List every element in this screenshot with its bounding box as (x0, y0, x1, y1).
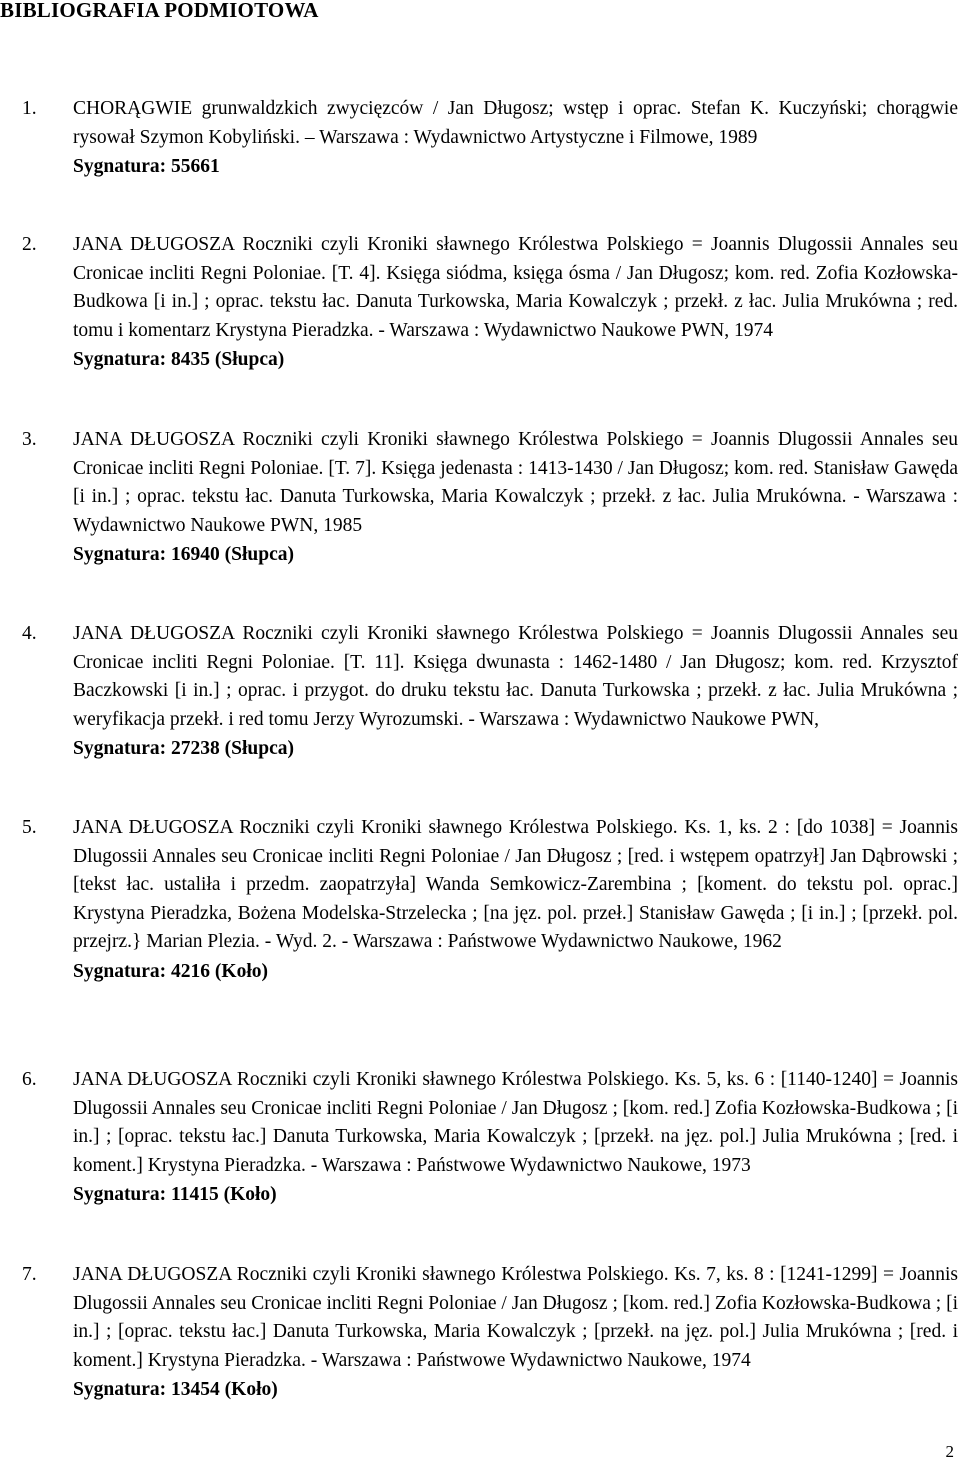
entry-description: JANA DŁUGOSZA Roczniki czyli Kroniki sławnego Królestwa Polskiego. Ks. 5, ks. 6 : [1140-1240] = Joannis Dlugossii Annales seu Cronicae incliti Regni Poloniae / Jan Długosz ; [kom. red.] Zofia Kozłowska-Budkowa ; [i in.] ; [oprac. tekstu łac.] Danuta Turkowska, Maria Kowalczyk ; [przekł. na jęz. pol.] Julia Mrukówna ; [red. i koment.] Krystyna Pieradzka. - Warszawa : Państwowe Wydawnictwo Naukowe, 1973 (73, 1069, 958, 1176)
entry-number: 3. (22, 429, 37, 450)
bibliography-entry-3 (22, 426, 958, 570)
entry-signature: Sygnatura: 4216 (Koło) (73, 960, 268, 982)
bibliography-entry-6 (22, 1066, 958, 1210)
entry-number: 2. (22, 234, 37, 255)
entry-number: 6. (22, 1069, 37, 1090)
entry-signature: Sygnatura: 8435 (Słupca) (73, 349, 285, 371)
entry-number: 5. (22, 817, 37, 838)
entry-signature: Sygnatura: 27238 (Słupca) (73, 738, 295, 760)
entry-description: CHORĄGWIE grunwaldzkich zwycięzców / Jan Długosz; wstęp i oprac. Stefan K. Kuczyński; chorągwie rysował Szymon Kobyliński. – Warszawa : Wydawnictwo Artystyczne i Filmowe, 1989 (73, 98, 958, 148)
entry-signature: Sygnatura: 11415 (Koło) (73, 1184, 277, 1206)
bibliography-entry-4 (22, 620, 958, 764)
entry-description: JANA DŁUGOSZA Roczniki czyli Kroniki sławnego Królestwa Polskiego. Ks. 7, ks. 8 : [1241-1299] = Joannis Dlugossii Annales seu Cronicae incliti Regni Poloniae / Jan Długosz ; [kom. red.] Zofia Kozłowska-Budkowa ; [i in.] ; [oprac. tekstu łac.] Danuta Turkowska, Maria Kowalczyk ; [przekł. na jęz. pol.] Julia Mrukówna ; [red. i koment.] Krystyna Pieradzka. - Warszawa : Państwowe Wydawnictwo Naukowe, 1974 (73, 1264, 958, 1371)
entry-description: JANA DŁUGOSZA Roczniki czyli Kroniki sławnego Królestwa Polskiego = Joannis Dlugossii Annales seu Cronicae incliti Regni Poloniae. [T. 11]. Księga dwunasta : 1462-1480 / Jan Długosz; kom. red. Krzysztof Baczkowski [i in.] ; oprac. i przygot. do druku tekstu łac. Danuta Turkowska ; przekł. z łac. Julia Mrukówna ; weryfikacja przekł. i red tomu Jerzy Wyrozumski. - Warszawa : Wydawnictwo Naukowe PWN, (73, 623, 958, 730)
bibliography-entry-7 (22, 1261, 958, 1405)
entry-signature: Sygnatura: 16940 (Słupca) (73, 544, 295, 566)
entry-signature: Sygnatura: 13454 (Koło) (73, 1379, 278, 1401)
entry-description: JANA DŁUGOSZA Roczniki czyli Kroniki sławnego Królestwa Polskiego = Joannis Dlugossii Annales seu Cronicae incliti Regni Poloniae. [T. 4]. Księga siódma, księga ósma / Jan Długosz; kom. red. Zofia Kozłowska-Budkowa [i in.] ; oprac. tekstu łac. Danuta Turkowska, Maria Kowalczyk ; przekł. z łac. Julia Mrukówna ; red. tomu i komentarz Krystyna Pieradzka. - Warszawa : Wydawnictwo Naukowe PWN, 1974 (73, 234, 958, 341)
entry-number: 1. (22, 98, 37, 119)
page-number: 2 (945, 1442, 954, 1461)
bibliography-entry-1 (22, 95, 958, 182)
bibliography-entry-2 (22, 231, 958, 375)
page-title: BIBLIOGRAFIA PODMIOTOWA (0, 0, 319, 22)
entry-signature: Sygnatura: 55661 (73, 156, 220, 178)
entry-description: JANA DŁUGOSZA Roczniki czyli Kroniki sławnego Królestwa Polskiego = Joannis Dlugossii Annales seu Cronicae incliti Regni Poloniae. [T. 7]. Księga jedenasta : 1413-1430 / Jan Długosz; kom. red. Stanisław Gawęda [i in.] ; oprac. tekstu łac. Danuta Turkowska, Maria Kowalczyk ; przekł. z łac. Julia Mrukówna. - Warszawa : Wydawnictwo Naukowe PWN, 1985 (73, 429, 958, 536)
entry-number: 4. (22, 623, 37, 644)
bibliography-entry-5 (22, 814, 958, 987)
entry-number: 7. (22, 1264, 37, 1285)
entry-description: JANA DŁUGOSZA Roczniki czyli Kroniki sławnego Królestwa Polskiego. Ks. 1, ks. 2 : [do 1038] = Joannis Dlugossii Annales seu Cronicae incliti Regni Poloniae / Jan Długosz ; [red. i wstępem opatrzył] Jan Dąbrowski ; [tekst łac. ustaliła i przedm. zaopatrzyła] Wanda Semkowicz-Zarembina ; [koment. do tekstu pol. oprac.] Krystyna Pieradzka, Bożena Modelska-Strzelecka ; [na jęz. pol. przeł.] Stanisław Gawęda ; [i in.] ; [przekł. pol. przejrz.} Marian Plezia. - Wyd. 2. - Warszawa : Państwowe Wydawnictwo Naukowe, 1962 (73, 817, 958, 953)
